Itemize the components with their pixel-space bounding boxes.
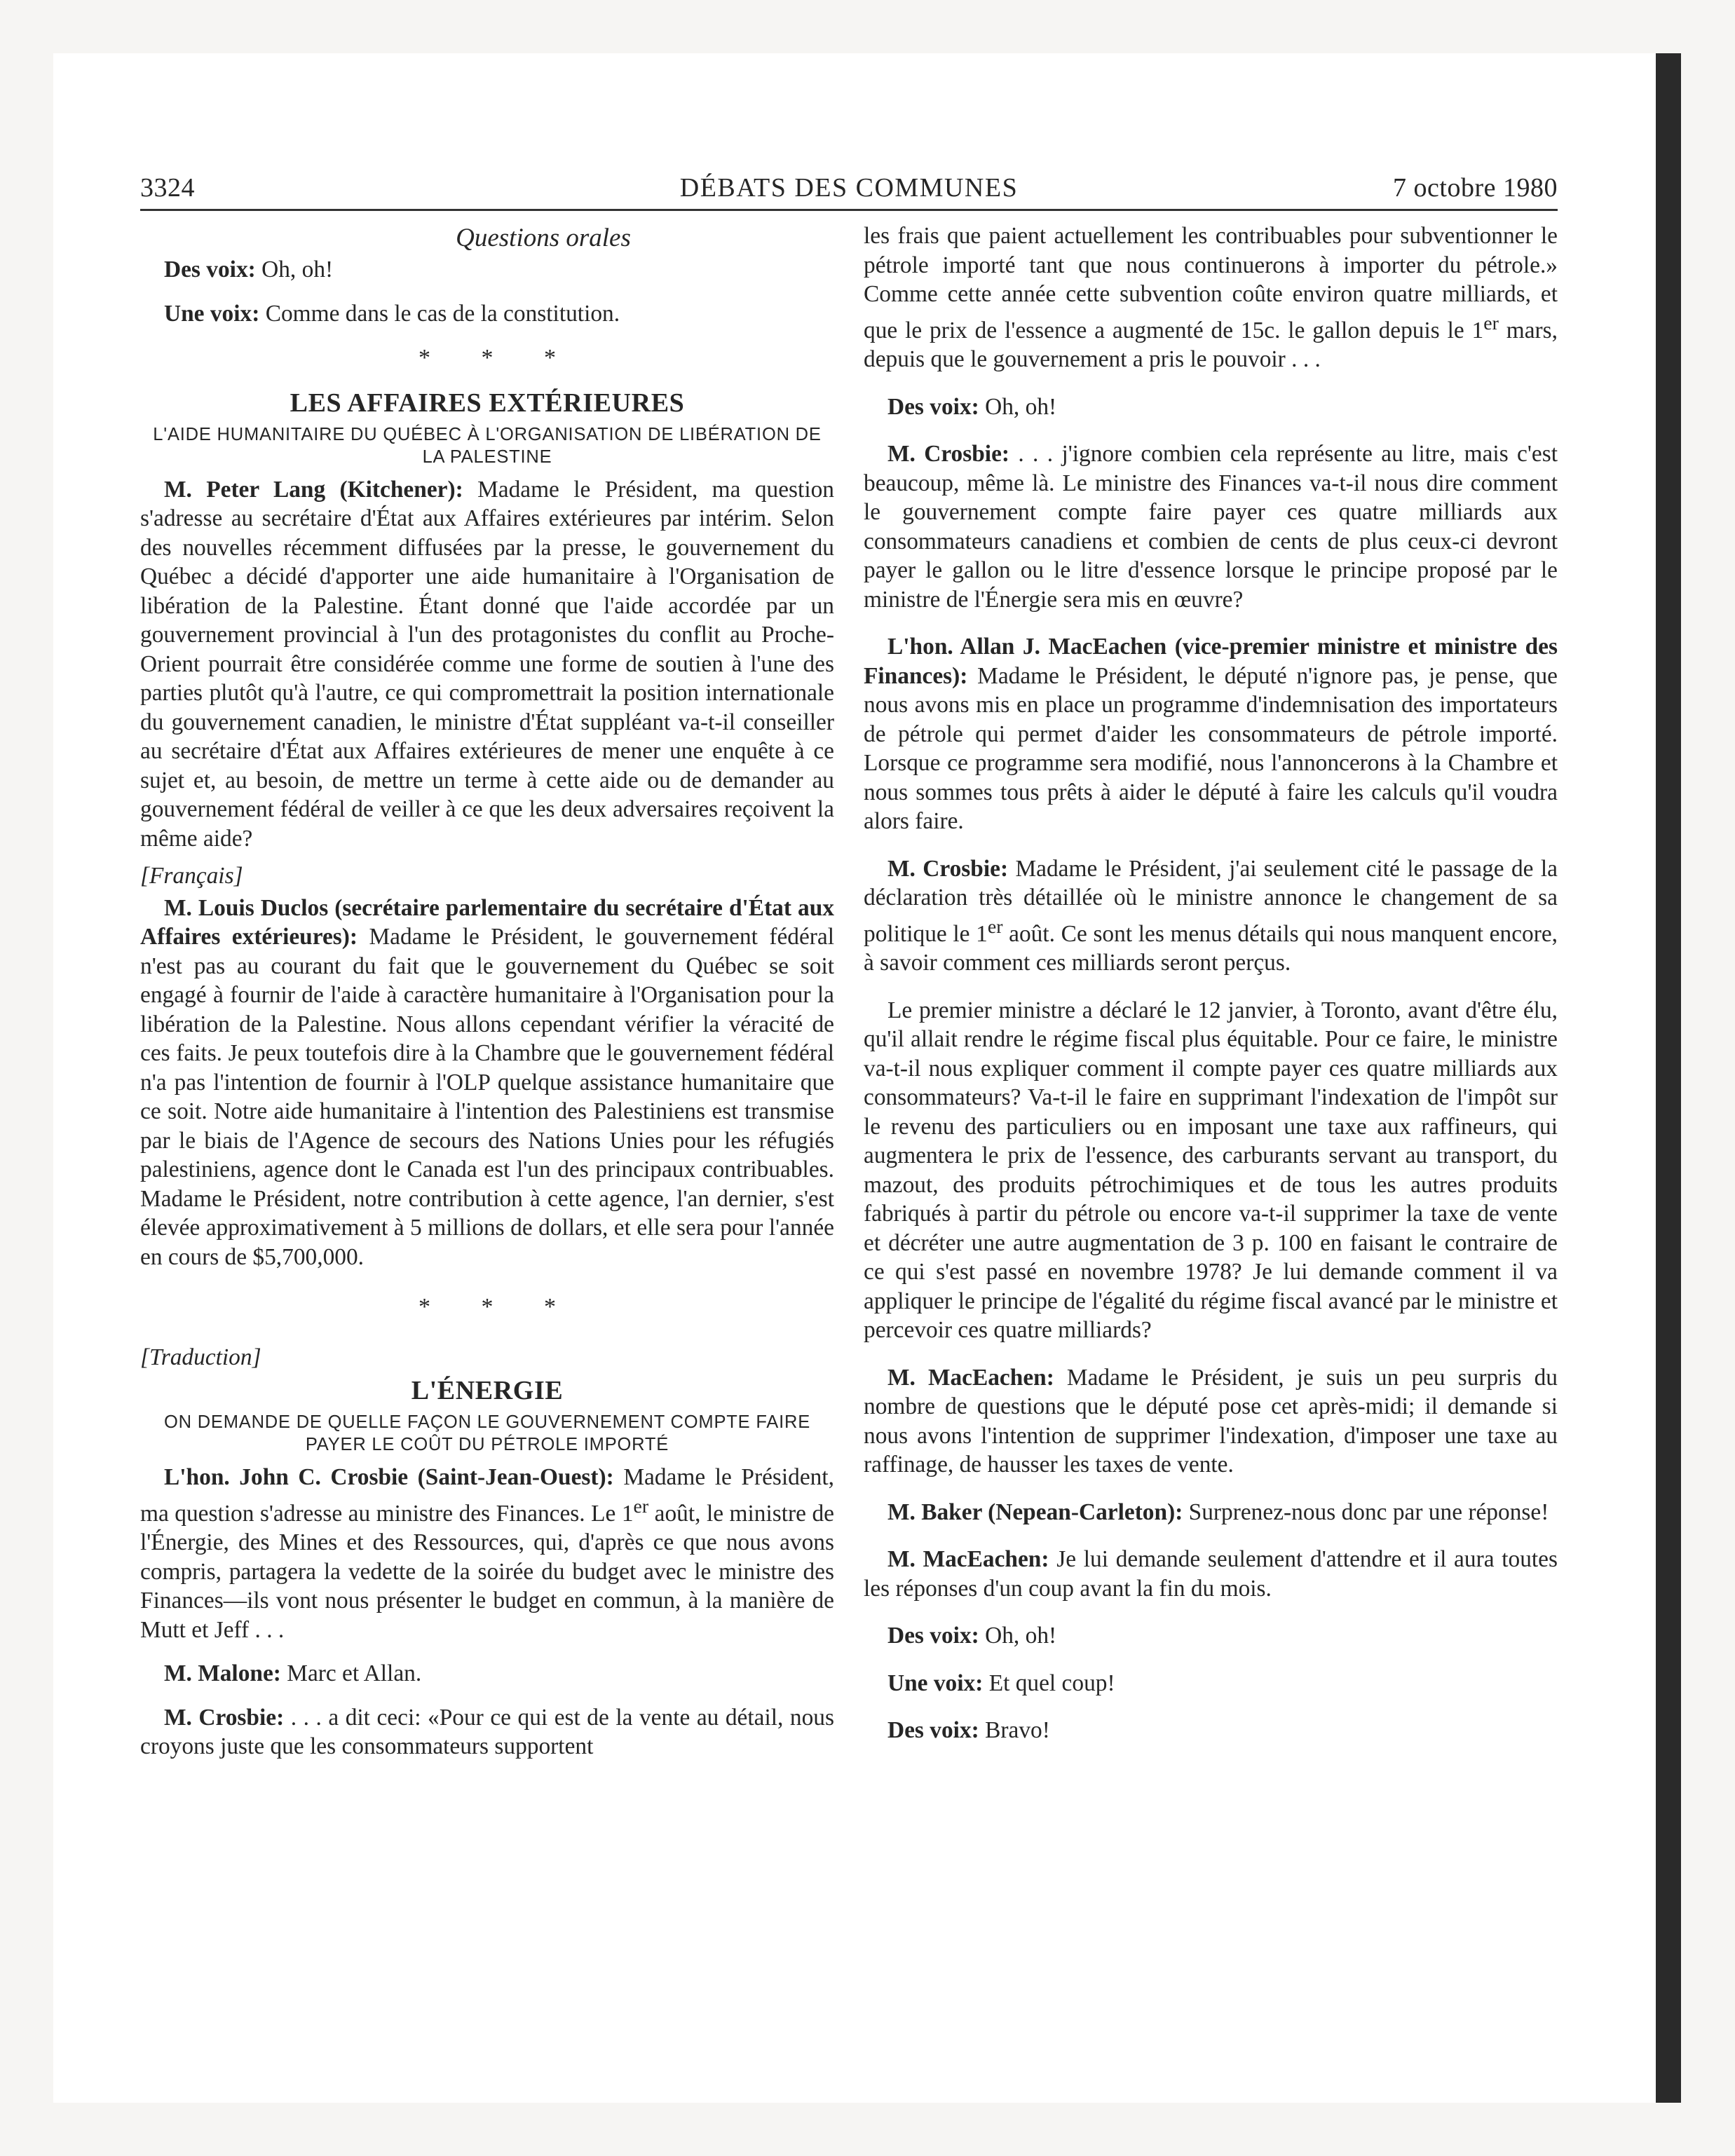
paragraph bbox=[140, 894, 834, 1272]
speech-text: Madame le Président, le député n'ignore pas, je pense, que nous avons mis en place un programme d'indemnisation des importateurs de pétrole qui permet d'aider les consommateurs de pétrole importé. Lorsque ce programme sera modifié, nous l'annoncerons à la Chambre et nous sommes tous prêts à aider le député à faire les calculs qu'il voudra alors faire. bbox=[864, 662, 1558, 835]
section-separator: * * * bbox=[419, 1294, 578, 1320]
speech-text: Oh, oh! bbox=[979, 1623, 1057, 1649]
left-column bbox=[140, 221, 834, 1761]
speech-text: les frais que paient actuellement les contribuables pour subventionner le pétrole importé tant que nous continuerons à importer du pétrole.» Comme cette année cette subvention coûte environ quatre milliards, et que le prix de l'essence a augmenté de 15c. le gallon depuis le 1 bbox=[864, 223, 1558, 343]
superscript: er bbox=[1483, 312, 1499, 334]
section-title: LES AFFAIRES EXTÉRIEURES bbox=[290, 388, 685, 418]
speech-text: Madame le Président, j'ai seulement cité le passage de la déclaration très détaillée où le ministre annonce le changement de sa politique le 1 bbox=[864, 855, 1558, 947]
speaker: M. Crosbie: bbox=[887, 441, 1010, 468]
speech-text: Madame le Président, le gouvernement fédéral n'est pas au courant du fait que le gouvernement du Québec se soit engagé à fournir de l'aide à caractère humanitaire à l'Organisation pour la libération de la Palestine. Nous allons cependant vérifier la véracité de ces faits. Je peux toutefois dire à la Chambre que le gouvernement fédéral n'a pas l'intention de fournir à l'OLP quelque assistance humanitaire que ce soit. Notre aide humanitaire à l'intention des Palestiniens est transmise par le biais de l'Agence de secours des Nations Unies pour les réfugiés palestiniens, agence dont le Canada est l'un des principaux contribuables. Madame le Président, notre contribution à cette agence, l'an dernier, s'est élevée approximativement à 5 millions de dollars, et elle sera pour l'année en cours de $5,700,000. bbox=[140, 924, 835, 1270]
paragraph bbox=[864, 439, 1558, 614]
paragraph bbox=[864, 1669, 1558, 1698]
speaker: M. Crosbie: bbox=[887, 855, 1009, 882]
speaker: M. MacEachen: bbox=[887, 1364, 1054, 1391]
speaker: Des voix: bbox=[887, 393, 979, 420]
paragraph bbox=[140, 475, 834, 854]
speech-text: Comme dans le cas de la constitution. bbox=[259, 300, 620, 327]
page-number: 3324 bbox=[140, 173, 195, 203]
paragraph bbox=[140, 1703, 834, 1761]
speech-text: . . . a dit ceci: «Pour ce qui est de la vente au détail, nous croyons juste que les consommateurs supportent bbox=[140, 1704, 834, 1760]
speech-text: Bravo! bbox=[979, 1717, 1050, 1744]
scan-edge-bar bbox=[1656, 53, 1681, 2103]
speaker: L'hon. Allan J. MacEachen (vice-premier ministre et ministre des Finances): bbox=[864, 634, 1558, 689]
speaker: M. Louis Duclos (secrétaire parlementaire du secrétaire d'État aux Affaires extérieures): bbox=[140, 894, 834, 950]
paragraph bbox=[864, 1545, 1558, 1603]
paragraph bbox=[864, 1621, 1558, 1651]
speech-text: Madame le Président, ma question s'adresse au ministre des Finances. Le 1 bbox=[140, 1464, 834, 1527]
speech-text: août. Ce sont les menus détails qui nous manquent encore, à savoir comment ces milliards seront perçus. bbox=[864, 920, 1558, 976]
paragraph bbox=[864, 1363, 1558, 1480]
paragraph bbox=[140, 299, 834, 329]
page-header bbox=[140, 170, 1558, 211]
speaker: L'hon. John C. Crosbie (Saint-Jean-Ouest): bbox=[164, 1464, 614, 1490]
speaker: Une voix: bbox=[164, 300, 260, 327]
paragraph bbox=[864, 1716, 1558, 1745]
speech-text: Je lui demande seulement d'attendre et il aura toutes les réponses d'un coup avant la fin du mois. bbox=[864, 1546, 1558, 1602]
speech-text: Surprenez-nous donc par une réponse! bbox=[1183, 1499, 1549, 1525]
paragraph: Le premier ministre a déclaré le 12 janvier, à Toronto, avant d'être élu, qu'il allait rendre le régime fiscal plus équitable. Pour ce faire, le ministre va-t-il nous expliquer comment il compte payer ces quatre milliards aux consommateurs? Va-t-il le faire en supprimant l'indexation de l'impôt sur le revenu des particuliers ou en imposant une taxe aux raffineurs, qui augmentera le prix de l'essence, des carburants servant au transport, du mazout, des produits pétrochimiques et de tous les autres produits fabriqués à partir du pétrole ou encore va-t-il supprimer la taxe de vente et décréter une autre augmentation de 3 p. 100 en faisant le contraire de ce qui s'est passé en novembre 1978? Je lui demande comment il va appliquer le principe de l'égalité du régime fiscal avancé par le ministre et percevoir ces quatre milliards? bbox=[864, 997, 1558, 1344]
paragraph bbox=[140, 255, 834, 285]
publication-title: DÉBATS DES COMMUNES bbox=[679, 173, 1019, 203]
speaker: Des voix: bbox=[887, 1623, 979, 1649]
speaker: M. Malone: bbox=[164, 1660, 281, 1687]
paragraph bbox=[864, 221, 1558, 374]
speaker: M. Crosbie: bbox=[164, 1704, 285, 1731]
speech-text: août, le ministre de l'Énergie, des Mines et des Ressources, qui, d'après ce que nous avons compris, partagera la vedette de la soirée du budget avec le ministre des Finances—ils vont nous présenter le budget en commun, à la manière de Mutt et Jeff . . . bbox=[140, 1500, 834, 1643]
superscript: er bbox=[987, 915, 1003, 938]
paragraph bbox=[864, 1498, 1558, 1527]
right-column bbox=[864, 221, 1558, 1745]
section-subhead: L'AIDE HUMANITAIRE DU QUÉBEC À L'ORGANISATION DE LIBÉRATION DE LA PALESTINE bbox=[153, 424, 822, 467]
speech-text: Marc et Allan. bbox=[280, 1660, 422, 1687]
paragraph bbox=[140, 1463, 834, 1644]
paragraph bbox=[864, 854, 1558, 978]
running-head: Questions orales bbox=[456, 224, 631, 252]
language-note: [Traduction] bbox=[140, 1344, 261, 1370]
paragraph bbox=[864, 393, 1558, 422]
speech-text: Oh, oh! bbox=[255, 257, 334, 282]
speaker: M. MacEachen: bbox=[887, 1546, 1049, 1573]
speaker: Des voix: bbox=[887, 1717, 979, 1744]
speaker: M. Baker (Nepean-Carleton): bbox=[887, 1499, 1183, 1525]
speaker: M. Peter Lang (Kitchener): bbox=[164, 476, 463, 503]
speech-text: Madame le Président, ma question s'adresse au secrétaire d'État aux Affaires extérieures par intérim. Selon des nouvelles récemment diffusées par la presse, le gouvernement du Québec a décidé d'apporter une aide humanitaire à l'Organisation de libération de la Palestine. Étant donné que l'aide accordée par un gouvernement provincial à l'un des protagonistes du conflit au Proche-Orient pourrait être considérée comme une forme de soutien à l'une des parties plutôt qu'à l'autre, ce qui compromettrait la position internationale du gouvernement canadien, le ministre d'État suppléant va-t-il conseiller au secrétaire d'État aux Affaires extérieures de mener une enquête à ce sujet et, au besoin, de mettre un terme à cette aide ou de demander au gouvernement fédéral de veiller à ce que les deux adversaires reçoivent la même aide? bbox=[140, 476, 834, 852]
paragraph bbox=[140, 1659, 834, 1688]
section-separator: * * * bbox=[419, 345, 578, 371]
speaker: Une voix: bbox=[887, 1670, 984, 1696]
speech-text: Et quel coup! bbox=[983, 1670, 1115, 1696]
section-subhead: ON DEMANDE DE QUELLE FAÇON LE GOUVERNEMENT COMPTE FAIRE PAYER LE COÛT DU PÉTROLE IMPORTÉ bbox=[163, 1412, 811, 1454]
section-title: L'ÉNERGIE bbox=[411, 1376, 564, 1405]
paragraph bbox=[864, 632, 1558, 836]
page-date: 7 octobre 1980 bbox=[1393, 173, 1558, 203]
speech-text: Madame le Président, je suis un peu surpris du nombre de questions que le député pose cet après-midi; il demande si nous avons l'intention de supprimer l'indexation, d'imposer une taxe au raffinage, de hausser les taxes de vente. bbox=[864, 1364, 1558, 1478]
language-note: [Français] bbox=[140, 863, 243, 889]
speaker: Des voix: bbox=[164, 257, 256, 282]
speech-text: Oh, oh! bbox=[979, 393, 1057, 420]
speech-text: mars, depuis que le gouvernement a pris le pouvoir . . . bbox=[864, 317, 1558, 373]
superscript: er bbox=[633, 1495, 649, 1517]
speech-text: . . . j'ignore combien cela représente au litre, mais c'est beaucoup, même là. Le ministre des Finances va-t-il nous dire comment le gouvernement compte faire payer ces quatre milliards aux consommateurs canadiens et combien de cents de plus ceux-ci devront payer le gallon ou le litre d'essence lorsque le principe proposé par le ministre de l'Énergie sera mis en œuvre? bbox=[864, 441, 1558, 613]
